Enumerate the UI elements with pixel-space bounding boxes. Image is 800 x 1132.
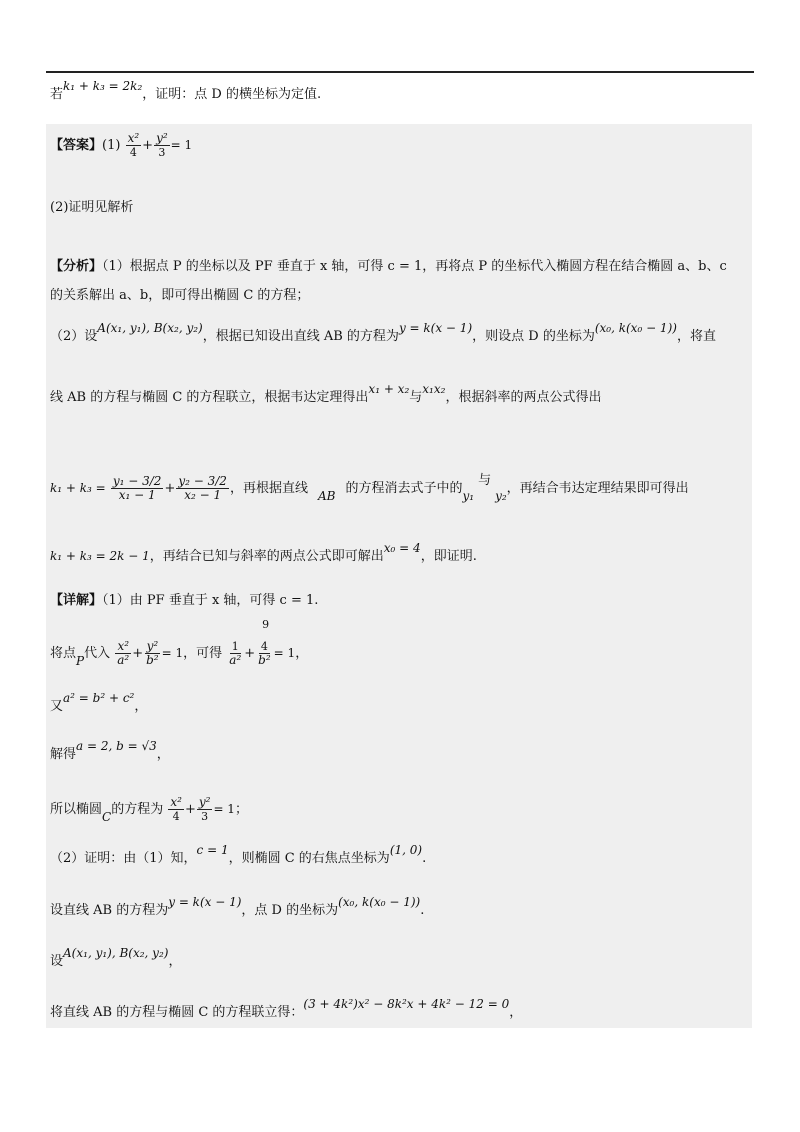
- analysis-line3: （2）设A(x₁, y₁), B(x₂, y₂)，根据已知设出直线 AB 的方程为y = k(x − 1)，则设点 D 的坐标为(x₀, k(x₀ − 1))，将直: [50, 321, 716, 344]
- detail-line8: 设A(x₁, y₁), B(x₂, y₂)，: [50, 946, 182, 969]
- analysis-line1: 【分析】（1）根据点 P 的坐标以及 PF 垂直于 x 轴，可得 c = 1，再将点 P 的坐标代入椭圆方程在结合椭圆 a、b、c: [50, 259, 727, 274]
- detail-line5: 所以椭圆C的方程为 $\frac{\text{x²}}{4}$ + $\frac{\text{y²}}{3}$ = 1；: [50, 795, 248, 824]
- analysis-line2: 的关系解出 a、b，即可得出椭圆 C 的方程；: [50, 288, 310, 303]
- top-rule: [46, 71, 754, 73]
- detail-line1: 【详解】（1）由 PF 垂直于 x 轴，可得 c = 1.: [50, 593, 319, 608]
- analysis-line5: k₁ + k₃ = $\frac{\text{y₁ − 3/2}}{\text{x₁ − 1}}$ + $\frac{\text{y₂ − 3/2}}{\text{x₂ − 1}}$ ，再根据直线 AB 的方程消去式子中的y₁与y₂，再结合韦达定理结果即可得出: [50, 473, 689, 503]
- analysis-line6: k₁ + k₃ = 2k − 1，再结合已知与斜率的两点公式即可解出x₀ = 4，即证明.: [50, 541, 477, 564]
- detail-line9: 将直线 AB 的方程与椭圆 C 的方程联立得：(3 + 4k²)x² − 8k²x + 4k² − 12 = 0，: [50, 997, 523, 1020]
- detail-line3: 又a² = b² + c²，: [50, 691, 148, 714]
- intro-line: 若k₁ + k₃ = 2k₂，证明：点 D 的横坐标为定值.: [50, 79, 322, 102]
- detail-line6: （2）证明：由（1）知，c = 1，则椭圆 C 的右焦点坐标为(1, 0).: [50, 843, 427, 866]
- analysis-label: 【分析】: [50, 259, 103, 274]
- answer-label: 【答案】: [50, 138, 103, 153]
- analysis-line4: 线 AB 的方程与椭圆 C 的方程联立，根据韦达定理得出x₁ + x₂与x₁x₂，根据斜率的两点公式得出: [50, 382, 602, 405]
- answer-line: 【答案】(1) $\frac{\text{x²}}{4}$ + $\frac{\text{y²}}{3}$ = 1: [50, 131, 193, 159]
- detail-label: 【详解】: [50, 593, 103, 608]
- answer-part2: (2)证明见解析: [50, 200, 134, 215]
- detail-line2: 将点P代入 $\frac{\text{x²}}{\text{a²}}$ + $\frac{\text{y²}}{\text{b²}}$ = 1，可得 $\frac{1}{\text{a²}}$ + 9 4 b² = 1，: [50, 618, 309, 668]
- detail-line4: 解得a = 2, b = √3，: [50, 739, 170, 762]
- detail-line7: 设直线 AB 的方程为y = k(x − 1)，点 D 的坐标为(x₀, k(x₀ − 1)).: [50, 895, 425, 918]
